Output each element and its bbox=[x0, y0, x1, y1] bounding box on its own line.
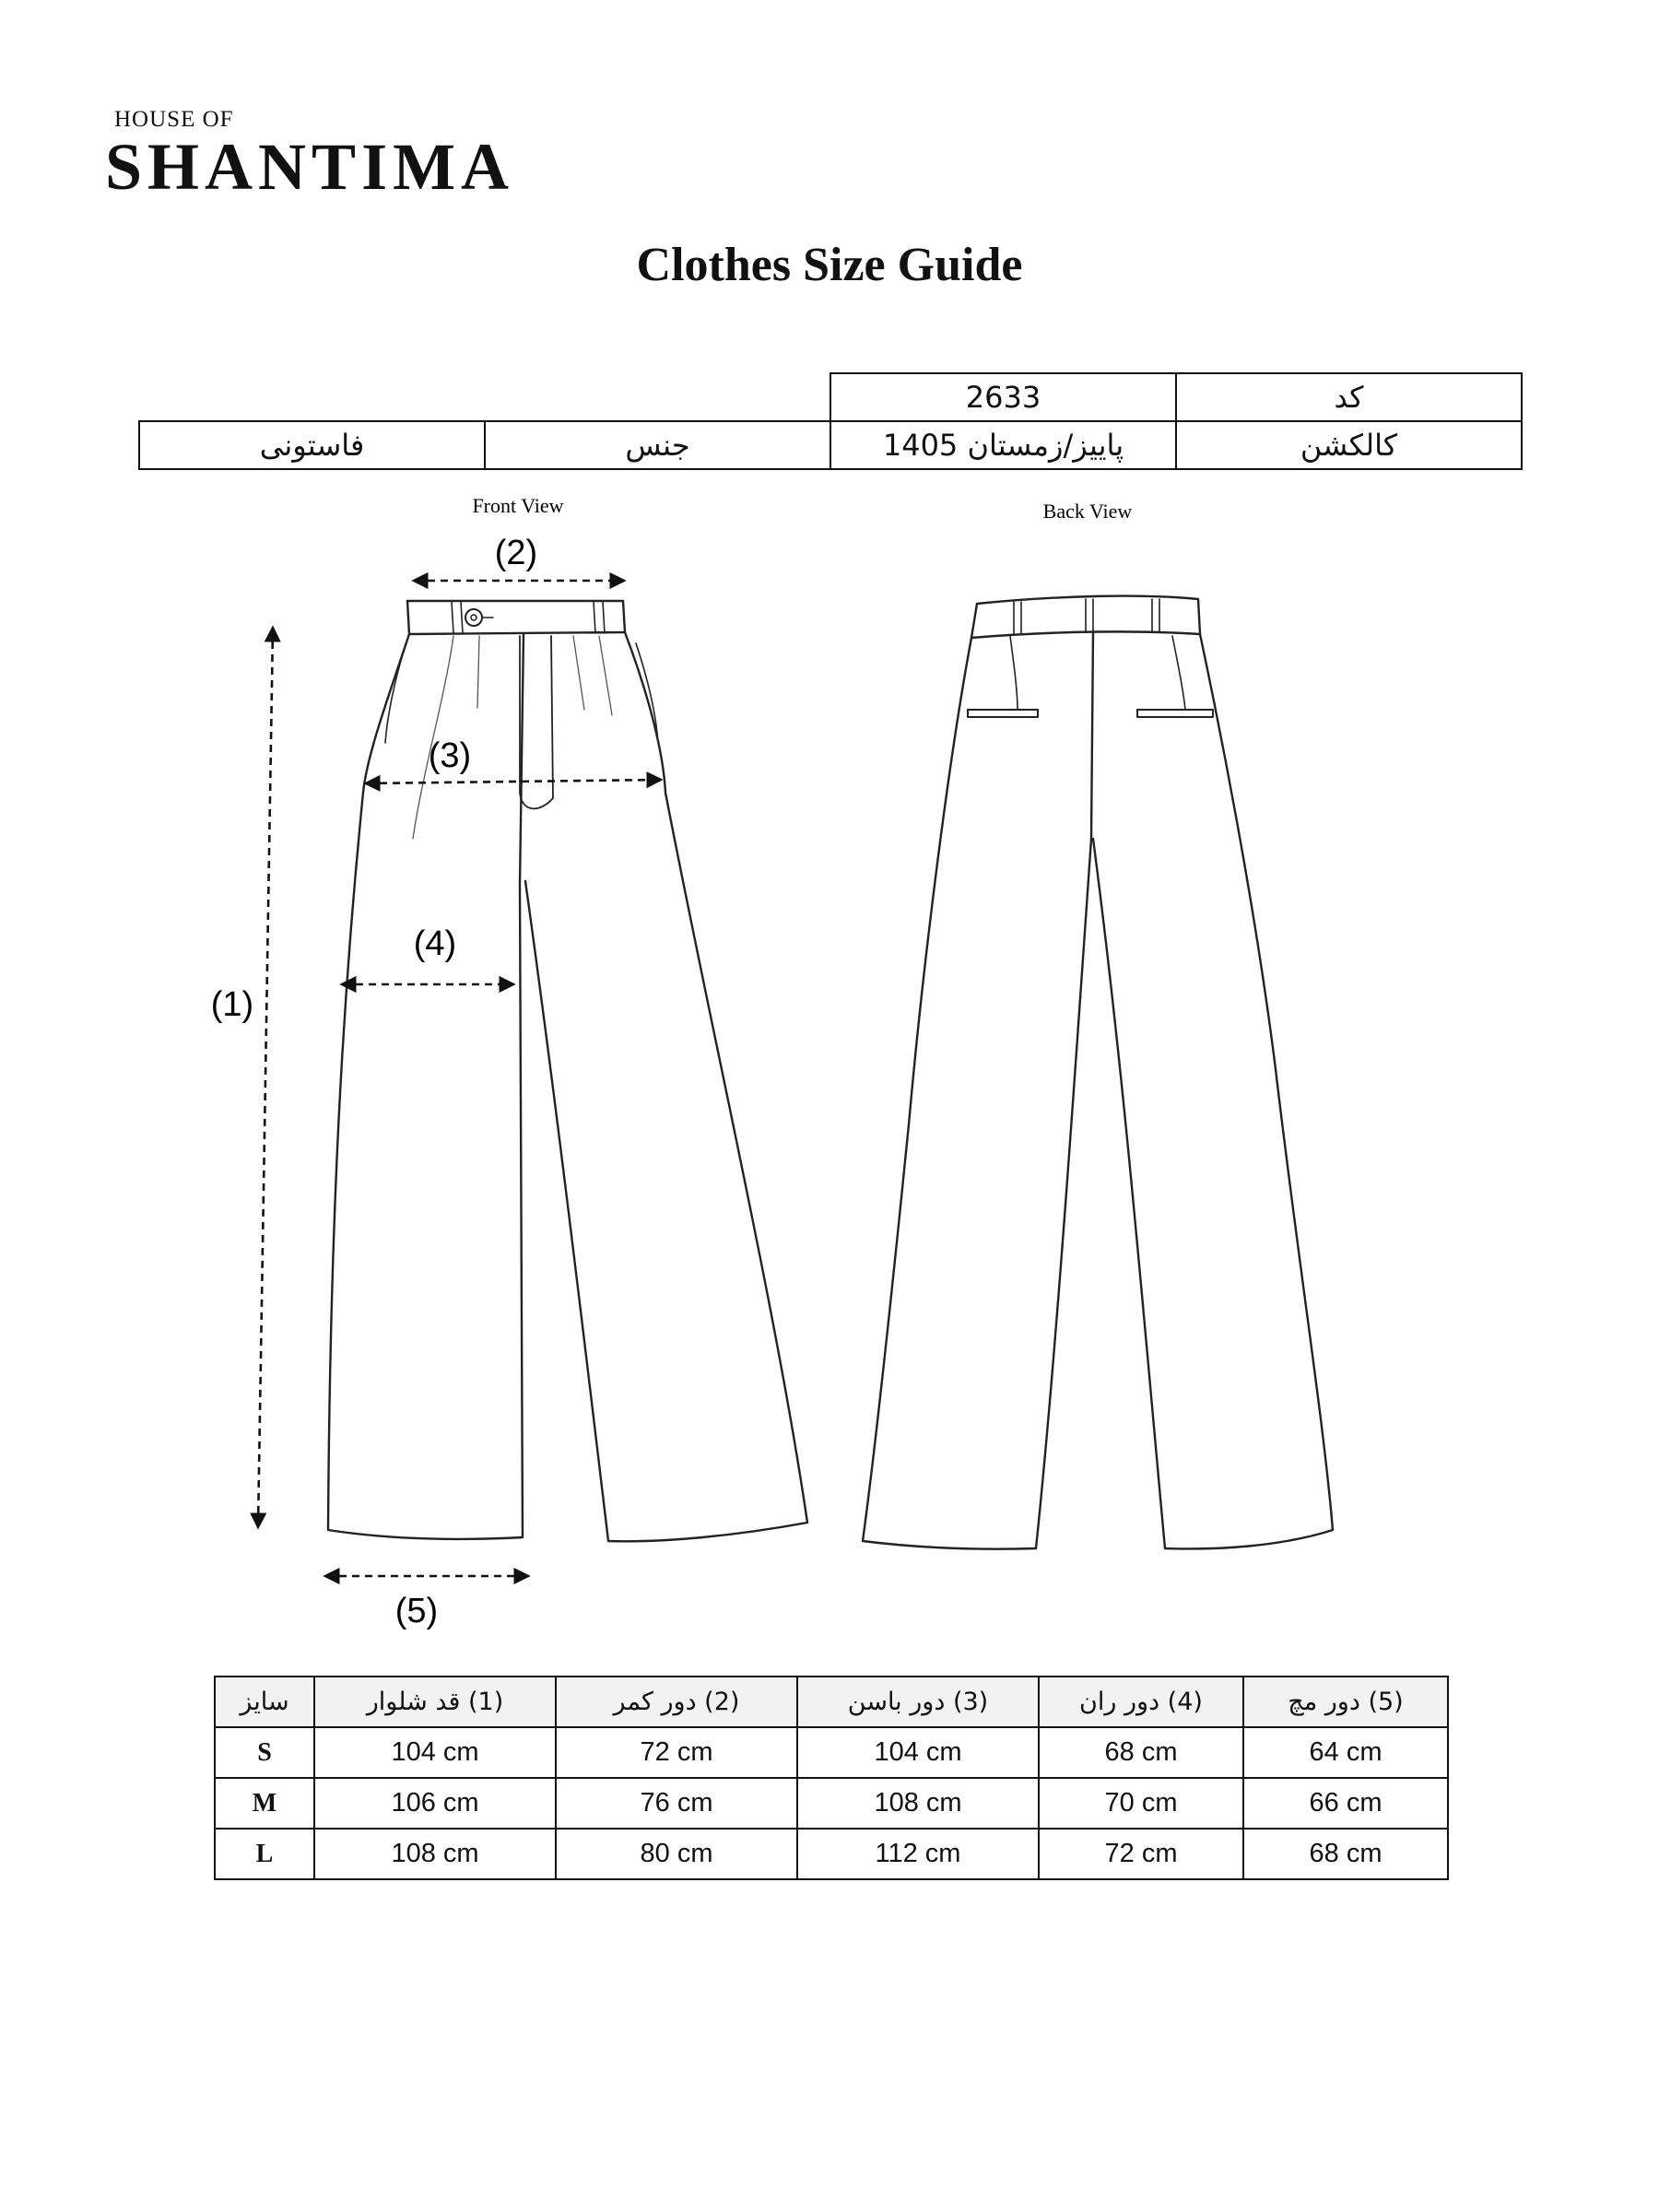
collection-label: کالکشن bbox=[1176, 421, 1522, 469]
length-cell: 104 cm bbox=[314, 1727, 556, 1778]
hem-cell: 64 cm bbox=[1243, 1727, 1448, 1778]
table-row bbox=[215, 1727, 1448, 1778]
measure-label-4: (4) bbox=[413, 924, 457, 963]
pants-diagram bbox=[0, 479, 1659, 1677]
thigh-cell: 70 cm bbox=[1039, 1778, 1243, 1829]
hip-cell: 108 cm bbox=[797, 1778, 1039, 1829]
brand-tagline: HOUSE OF bbox=[114, 107, 234, 132]
info-empty-cell bbox=[485, 373, 830, 421]
length-cell: 106 cm bbox=[314, 1778, 556, 1829]
hip-cell: 112 cm bbox=[797, 1829, 1039, 1879]
header-waist: (2) دور کمر bbox=[556, 1677, 797, 1727]
hem-cell: 68 cm bbox=[1243, 1829, 1448, 1879]
hip-arrow bbox=[367, 780, 660, 783]
header-hip: (3) دور باسن bbox=[797, 1677, 1039, 1727]
length-arrow bbox=[258, 629, 273, 1526]
waist-cell: 72 cm bbox=[556, 1727, 797, 1778]
back-view-drawing bbox=[863, 596, 1333, 1549]
waist-cell: 80 cm bbox=[556, 1829, 797, 1879]
thigh-cell: 72 cm bbox=[1039, 1829, 1243, 1879]
product-info-table bbox=[138, 372, 1523, 470]
size-chart-header bbox=[215, 1677, 1448, 1727]
length-cell: 108 cm bbox=[314, 1829, 556, 1879]
code-label: کد bbox=[1176, 373, 1522, 421]
size-chart-table bbox=[214, 1676, 1449, 1880]
collection-value: پاییز/زمستان 1405 bbox=[830, 421, 1176, 469]
back-view-label: Back View bbox=[1042, 500, 1133, 523]
header-length: (1) قد شلوار bbox=[314, 1677, 556, 1727]
info-empty-cell bbox=[139, 373, 485, 421]
measurement-arrows bbox=[258, 581, 660, 1576]
table-row bbox=[215, 1829, 1448, 1879]
size-cell: M bbox=[215, 1778, 314, 1829]
fabric-value: فاستونی bbox=[139, 421, 485, 469]
waist-cell: 76 cm bbox=[556, 1778, 797, 1829]
code-value: 2633 bbox=[830, 373, 1176, 421]
fabric-label: جنس bbox=[485, 421, 830, 469]
header-size: سایز bbox=[215, 1677, 314, 1727]
hem-cell: 66 cm bbox=[1243, 1778, 1448, 1829]
thigh-cell: 68 cm bbox=[1039, 1727, 1243, 1778]
front-view-drawing bbox=[328, 601, 807, 1541]
size-cell: L bbox=[215, 1829, 314, 1879]
brand-logo: SHANTIMA bbox=[105, 130, 515, 204]
header-thigh: (4) دور ران bbox=[1039, 1677, 1243, 1727]
header-hem: (5) دور مچ bbox=[1243, 1677, 1448, 1727]
measure-label-5: (5) bbox=[394, 1592, 439, 1630]
measure-label-3: (3) bbox=[428, 736, 472, 775]
measure-label-2: (2) bbox=[494, 534, 538, 572]
measure-label-1: (1) bbox=[210, 985, 254, 1024]
size-cell: S bbox=[215, 1727, 314, 1778]
hip-cell: 104 cm bbox=[797, 1727, 1039, 1778]
info-row-code bbox=[139, 373, 1522, 421]
info-row-collection bbox=[139, 421, 1522, 469]
table-row bbox=[215, 1778, 1448, 1829]
page-title: Clothes Size Guide bbox=[636, 239, 1023, 291]
front-view-label: Front View bbox=[472, 494, 564, 517]
